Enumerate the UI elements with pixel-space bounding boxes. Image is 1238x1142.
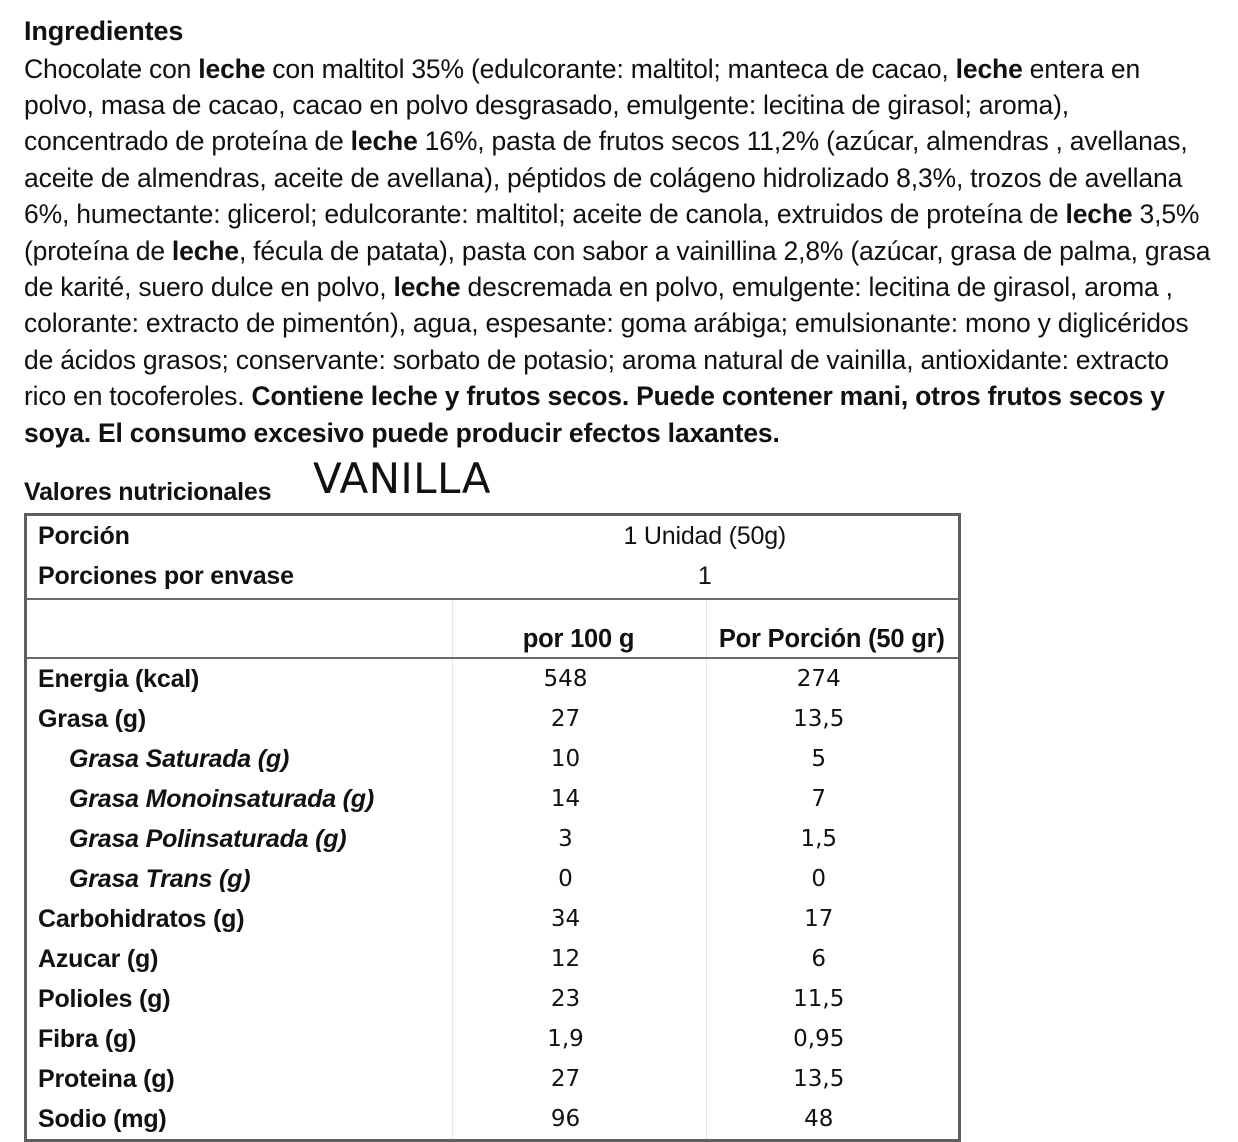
table-header-row bbox=[26, 599, 960, 658]
nutrient-label: Polioles (g) bbox=[38, 984, 171, 1013]
table-row-servings-per-container bbox=[26, 556, 960, 599]
ingredients-heading: Ingredientes bbox=[24, 16, 184, 46]
nutrient-value-per-portion: 7 bbox=[706, 779, 960, 819]
table-row bbox=[26, 979, 960, 1019]
ingredients-text: Chocolate con leche con maltitol 35% (edulcorante: maltitol; manteca de cacao, leche entera en polvo, masa de cacao, cacao en polvo desgrasado, emulgente: lecitina de girasol; aroma), concentrado de proteína de leche 16%, pasta de frutos secos 11,2% (azúcar, almendras , avellanas, aceite de almendras, aceite de avellana), péptidos de colágeno hidrolizado 8,3%, trozos de avellana 6%, humectante: glicerol; edulcorante: maltitol; aceite de canola, extruidos de proteína de leche 3,5% (proteína de leche, fécula de patata), pasta con sabor a vainillina 2,8% (azúcar, grasa de palma, grasa de karité, suero dulce en polvo, leche descremada en polvo, emulgente: lecitina de girasol, aroma , colorante: extracto de pimentón), agua, espesante: goma arábiga; emulsionante: mono y diglicéridos de ácidos grasos; conservante: sorbato de potasio; aroma natural de vainilla, antioxidante: extracto rico en tocoferoles. Contiene leche y frutos secos. Puede contener mani, otros frutos secos y soya. El consumo excesivo puede producir efectos laxantes. bbox=[24, 53, 1211, 448]
table-row-serving bbox=[26, 515, 960, 557]
serving-value: 1 Unidad (50g) bbox=[623, 521, 787, 550]
column-header-name bbox=[26, 599, 452, 658]
table-row bbox=[26, 739, 960, 779]
table-row bbox=[26, 1099, 960, 1141]
nutrient-value-per-100g: 23 bbox=[452, 979, 706, 1019]
nutrient-label: Grasa Monoinsaturada (g) bbox=[69, 784, 374, 813]
nutrient-value-per-100g: 0 bbox=[452, 859, 706, 899]
nutrient-value-per-portion: 17 bbox=[706, 899, 960, 939]
table-row bbox=[26, 899, 960, 939]
nutrient-label: Energia (kcal) bbox=[38, 664, 200, 693]
nutrient-value-per-portion: 1,5 bbox=[706, 819, 960, 859]
nutrient-value-per-100g: 27 bbox=[452, 699, 706, 739]
nutrient-value-per-portion: 0 bbox=[706, 859, 960, 899]
nutrient-value-per-portion: 13,5 bbox=[706, 1059, 960, 1099]
nutrient-value-per-100g: 27 bbox=[452, 1059, 706, 1099]
ingredients-section bbox=[24, 14, 1214, 451]
flavour-title: VANILLA bbox=[313, 454, 491, 503]
nutrient-value-per-100g: 34 bbox=[452, 899, 706, 939]
nutrient-value-per-100g: 14 bbox=[452, 779, 706, 819]
nutrient-label: Carbohidratos (g) bbox=[38, 904, 245, 933]
nutrition-facts-table bbox=[24, 513, 961, 1142]
servings-per-container-value: 1 bbox=[697, 561, 712, 590]
nutrient-label: Fibra (g) bbox=[38, 1024, 137, 1053]
nutrient-label: Grasa Polinsaturada (g) bbox=[69, 824, 347, 853]
nutrient-label: Sodio (mg) bbox=[38, 1104, 167, 1133]
nutrient-value-per-portion: 274 bbox=[706, 658, 960, 699]
nutrient-value-per-100g: 3 bbox=[452, 819, 706, 859]
nutrient-value-per-portion: 0,95 bbox=[706, 1019, 960, 1059]
nutrient-value-per-100g: 548 bbox=[452, 658, 706, 699]
column-header-per-portion: Por Porción (50 gr) bbox=[706, 599, 960, 658]
table-row bbox=[26, 819, 960, 859]
nutrient-label: Grasa Saturada (g) bbox=[69, 744, 290, 773]
table-row bbox=[26, 1059, 960, 1099]
nutrient-label: Grasa (g) bbox=[38, 704, 146, 733]
nutrient-value-per-portion: 6 bbox=[706, 939, 960, 979]
nutrient-value-per-portion: 13,5 bbox=[706, 699, 960, 739]
nutrient-value-per-100g: 96 bbox=[452, 1099, 706, 1141]
table-row bbox=[26, 1019, 960, 1059]
nutrient-value-per-100g: 1,9 bbox=[452, 1019, 706, 1059]
table-row bbox=[26, 939, 960, 979]
nutrient-value-per-portion: 11,5 bbox=[706, 979, 960, 1019]
column-header-per-100g: por 100 g bbox=[452, 599, 706, 658]
nutrition-section-label: Valores nutricionales bbox=[24, 478, 272, 506]
nutrient-value-per-100g: 10 bbox=[452, 739, 706, 779]
table-row bbox=[26, 699, 960, 739]
nutrient-label: Grasa Trans (g) bbox=[69, 864, 251, 893]
nutrient-label: Proteina (g) bbox=[38, 1064, 175, 1093]
nutrition-table-body bbox=[26, 515, 960, 1141]
servings-per-container-label: Porciones por envase bbox=[38, 561, 294, 590]
nutrient-value-per-portion: 5 bbox=[706, 739, 960, 779]
nutrient-label: Azucar (g) bbox=[38, 944, 159, 973]
serving-label: Porción bbox=[38, 521, 130, 550]
nutrient-value-per-100g: 12 bbox=[452, 939, 706, 979]
nutrient-value-per-portion: 48 bbox=[706, 1099, 960, 1141]
table-row bbox=[26, 658, 960, 699]
table-row bbox=[26, 779, 960, 819]
table-row bbox=[26, 859, 960, 899]
